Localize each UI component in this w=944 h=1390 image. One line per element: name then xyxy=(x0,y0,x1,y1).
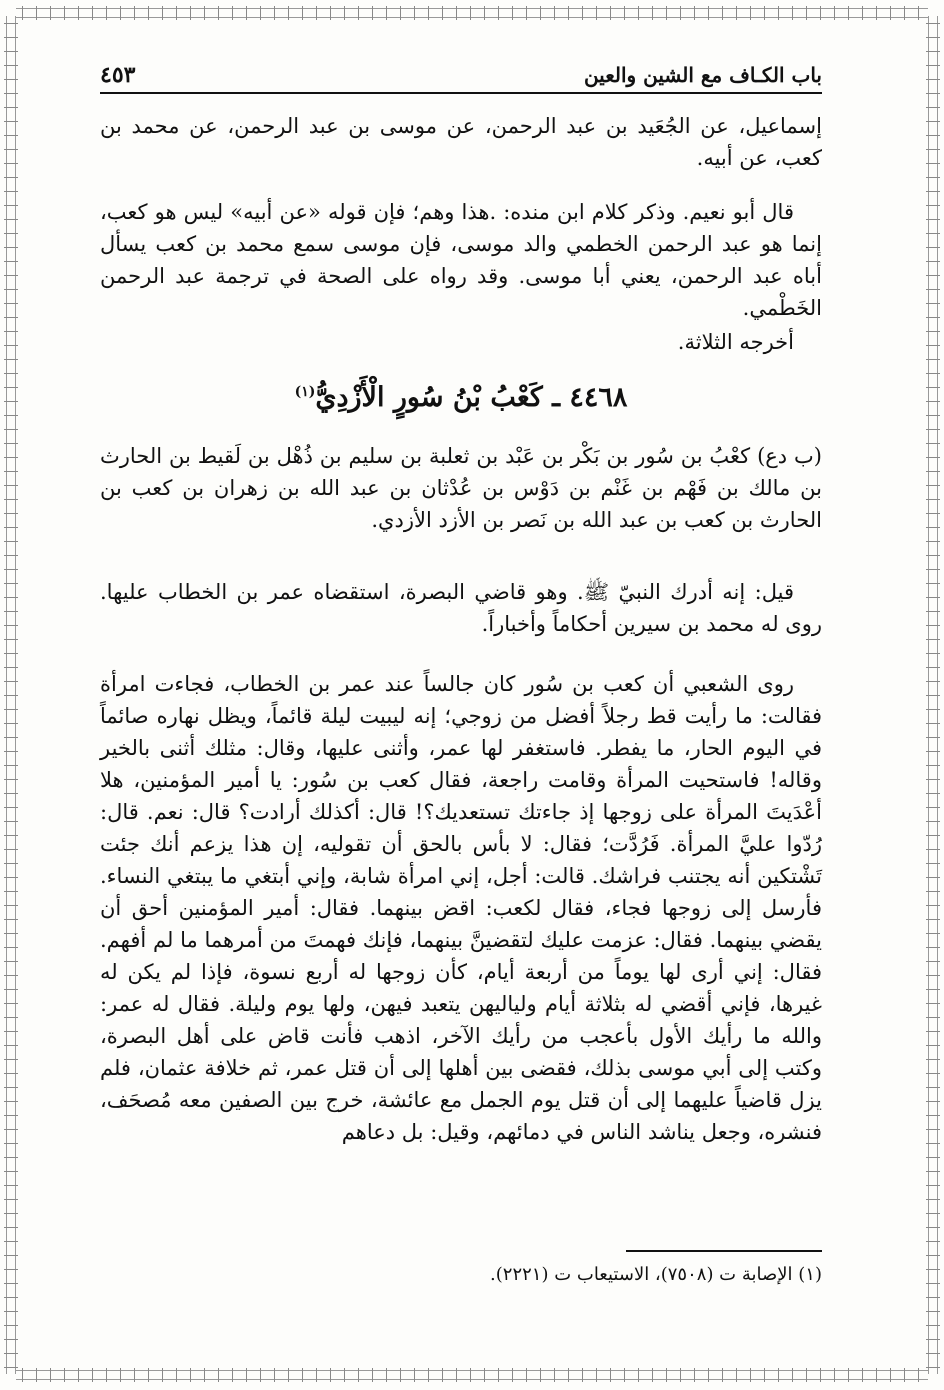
paragraph-3: أخرجه الثلاثة. xyxy=(677,330,794,354)
page-number: ٤٥٣ xyxy=(100,62,136,88)
paragraph-2: قال أبو نعيم. وذكر كلام ابن منده: .هذا وهم؛ فإن قوله «عن أبيه» ليس هو كعب، إنما هو عبد الرحمن الخطمي والد موسى، فإن موسى سمع محمد بن كعب يسأل أباه عبد الرحمن، يعني أبا موسى. وقد رواه على الصحة في ترجمة عبد الرحمن الخَطْمي. xyxy=(100,200,822,320)
ornamental-border-bottom xyxy=(16,1368,928,1382)
chapter-title: باب الكـاف مع الشين والعين xyxy=(583,63,822,87)
ornamental-border-top xyxy=(16,6,928,20)
paragraph-4: (ب دع) كعْبُ بن سُور بن بَكْر بن عَبْد بن ثعلبة بن سليم بن ذُهْل بن لَقيط بن الحارث بن مالك بن فَهْم بن غَنْم بن دَوْس بن عُدْثان بن عبد الله بن زهران بن كعب بن الحارث بن كعب بن عبد الله بن نَصر بن الأزد الأزدي. xyxy=(100,444,822,532)
footnote-marker: (١) xyxy=(294,384,316,400)
paragraph-5: قيل: إنه أدرك النبيّ ﷺ. وهو قاضي البصرة، استقضاه عمر بن الخطاب عليها. روى له محمد بن سيرين أحكاماً وأخباراً. xyxy=(100,580,822,636)
running-header xyxy=(100,58,822,94)
entry-title-text: ٤٤٦٨ ـ كَعْبُ بْنُ سُورٍ الْأَزْدِيُّ xyxy=(315,382,628,413)
entry-title xyxy=(100,382,822,413)
paragraph-6: روى الشعبي أن كعب بن سُور كان جالساً عند عمر بن الخطاب، فجاءت امرأة فقالت: ما رأيت قط رجلاً أفضل من زوجي؛ إنه ليبيت ليلة قائماً، ويظل نهاره صائماً في اليوم الحار، ما يفطر. فاستغفر لها عمر، وأثنى عليها، وقال: مثلك أثنى بالخير وقاله! فاستحيت المرأة وقامت راجعة، فقال كعب بن سُور: يا أمير المؤمنين، هلا أعْدَيتَ المرأة على زوجها إذ جاءتك تستعديك؟! قال: أكذلك أرادت؟ قال: نعم. قال: رُدّوا عليَّ المرأة. فَرُدَّت؛ فقال: لا بأس بالحق أن تقوليه، إن هذا يزعم أنك جئت تَشْتكين أنه يجتنب فراشك. قالت: أجل، إني امرأة شابة، وإني أبتغي ما يبتغي النساء. فأرسل إلى زوجها فجاء، فقال لكعب: اقض بينهما. فقال: أمير المؤمنين أحق أن يقضي بينهما. فقال: عزمت عليك لتقضينَّ بينهما، فإنك فهمتَ من أمرهما ما لم أفهم. فقال: إني أرى لها يوماً من أربعة أيام، كأن زوجها له أربع نسوة، فإذا لم يكن له غيرها، فإني أقضي له بثلاثة أيام ولياليهن يتعبد فيهن، ولها يوم وليلة. فقال له عمر: والله ما رأيك الأول بأعجب من رأيك الآخر، اذهب فأنت قاض على أهل البصرة، وكتب إلى أبي موسى بذلك، فقضى بين أهلها إلى أن قتل عمر، ثم خلافة عثمان، فلم يزل قاضياً عليهما إلى أن قتل يوم الجمل مع عائشة، خرج بين الصفين معه مُصحَف، فنشره، وجعل يناشد الناس في دمائهم، وقيل: بل دعاهم xyxy=(100,672,822,1144)
footnote: (١) الإصابة ت (٧٥٠٨)، الاستيعاب ت (٢٢٢١). xyxy=(490,1264,822,1285)
footnote-separator xyxy=(626,1250,822,1252)
ornamental-border-left xyxy=(4,16,18,1374)
ornamental-border-right xyxy=(926,16,940,1374)
paragraph-1: إسماعيل، عن الجُعَيد بن عبد الرحمن، عن موسى بن عبد الرحمن، عن محمد بن كعب، عن أبيه. xyxy=(100,114,822,170)
